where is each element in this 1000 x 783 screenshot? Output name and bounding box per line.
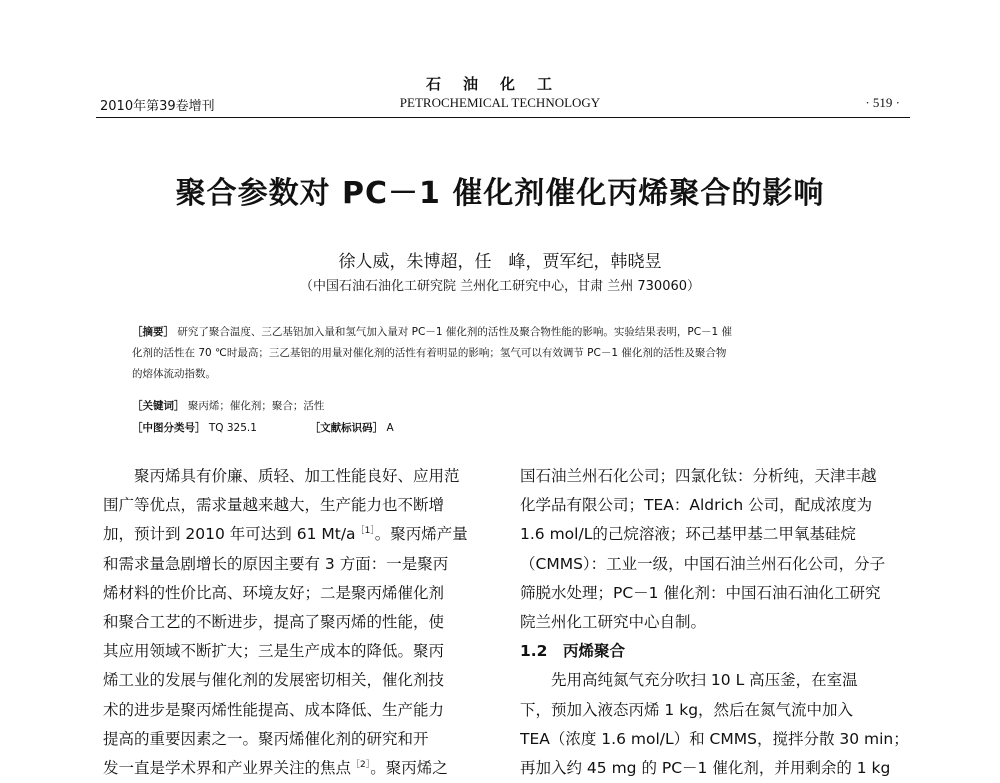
article-title: 聚合参数对 PC－1 催化剂催化丙烯聚合的影响	[175, 176, 825, 211]
abstract-line	[132, 322, 880, 343]
body-line: 聚丙烯具有价廉、质轻、加工性能良好、应用范	[134, 467, 460, 485]
body-line: 国石油兰州石化公司；四氯化钛：分析纯，天津丰越	[520, 467, 877, 485]
section-heading: 1.2 丙烯聚合	[520, 642, 625, 661]
journal-title-cn: 石油化工	[425, 75, 574, 93]
issue-label: 2010年第39卷增刊	[100, 99, 215, 114]
body-line: 和需求量急剧增长的原因主要有 3 方面：一是聚丙	[103, 554, 449, 573]
abstract-block	[132, 322, 880, 385]
body-column-right	[520, 462, 915, 783]
doc-code-value: A	[386, 422, 394, 434]
header-divider	[96, 117, 910, 118]
body-line: 和聚合工艺的不断进步，提高了聚丙烯的性能，使	[103, 612, 445, 631]
body-line: 院兰州化工研究中心自制。	[520, 612, 707, 631]
body-line: 其应用领域不断扩大；三是生产成本的降低。聚丙	[103, 642, 445, 661]
body-line: 围广等优点，需求量越来越大，生产能力也不断增	[103, 496, 445, 515]
clc-label: ［中图分类号］	[132, 422, 206, 434]
body-line: 筛脱水处理；PC－1 催化剂：中国石油石油化工研究	[520, 583, 881, 602]
body-line: 提高的重要因素之一。聚丙烯催化剂的研究和开	[103, 729, 429, 748]
author-list: 徐人威，朱博超，任 峰，贾军纪，韩晓昱	[338, 252, 662, 272]
abstract-text: 研究了聚合温度、三乙基铝加入量和氢气加入量对 PC－1 催化剂的活性及聚合物性能的影响。实验结果表明，PC－1 催	[177, 326, 733, 338]
keywords-text: 聚丙烯；催化剂；聚合；活性	[187, 400, 325, 412]
clc-value: TQ 325.1	[208, 422, 257, 434]
body-line: 烯工业的发展与催化剂的发展密切相关，催化剂技	[103, 671, 445, 690]
body-line: 化学品有限公司；TEA：Aldrich 公司，配成浓度为	[520, 496, 873, 515]
body-line: 再加入约 45 mg 的 PC－1 催化剂，并用剩余的 1 kg	[520, 758, 891, 777]
body-line: 烯材料的性价比高、环境友好；二是聚丙烯催化剂	[103, 583, 445, 602]
author-affiliation: （中国石油石油化工研究院 兰州化工研究中心，甘肃 兰州 730060）	[299, 279, 701, 294]
reference-mark: ［2］	[351, 759, 371, 770]
abstract-line: 化剂的活性在 70 ℃时最高；三乙基铝的用量对催化剂的活性有着明显的影响；氢气可以有效调节 PC－1 催化剂的活性及聚合物	[132, 347, 727, 359]
doc-code-label: ［文献标识码］	[309, 422, 384, 434]
body-line: 下，预加入液态丙烯 1 kg，然后在氮气流中加入	[520, 700, 854, 719]
body-line: 1.6 mol/L的己烷溶液；环己基甲基二甲氧基硅烷	[520, 525, 856, 544]
page-number: · 519 ·	[865, 95, 900, 110]
reference-mark: ［1］	[355, 526, 375, 537]
body-line: 先用高纯氮气充分吹扫 10 L 高压釜，在室温	[551, 671, 858, 690]
journal-title-en: PETROCHEMICAL TECHNOLOGY	[399, 95, 601, 110]
abstract-label: ［摘要］	[132, 326, 174, 338]
keywords-row	[132, 398, 324, 413]
body-line: TEA（浓度 1.6 mol/L）和 CMMS，搅拌分散 30 min；	[520, 729, 909, 748]
body-line: 术的进步是聚丙烯性能提高、成本降低、生产能力	[103, 700, 445, 719]
body-line: （CMMS）：工业一级，中国石油兰州石化公司，分子	[520, 554, 886, 573]
body-column-left	[103, 462, 498, 783]
keywords-label: ［关键词］	[132, 400, 185, 412]
body-line: 加，预计到 2010 年可达到 61 $Mt/a^{[1]}$。聚丙烯产量	[103, 525, 468, 544]
abstract-line: 的熔体流动指数。	[132, 368, 216, 380]
body-line: 发一直是学术界和产业界关注的焦点$^{[2]}$。聚丙烯之	[103, 758, 448, 777]
classification-row	[132, 420, 394, 435]
